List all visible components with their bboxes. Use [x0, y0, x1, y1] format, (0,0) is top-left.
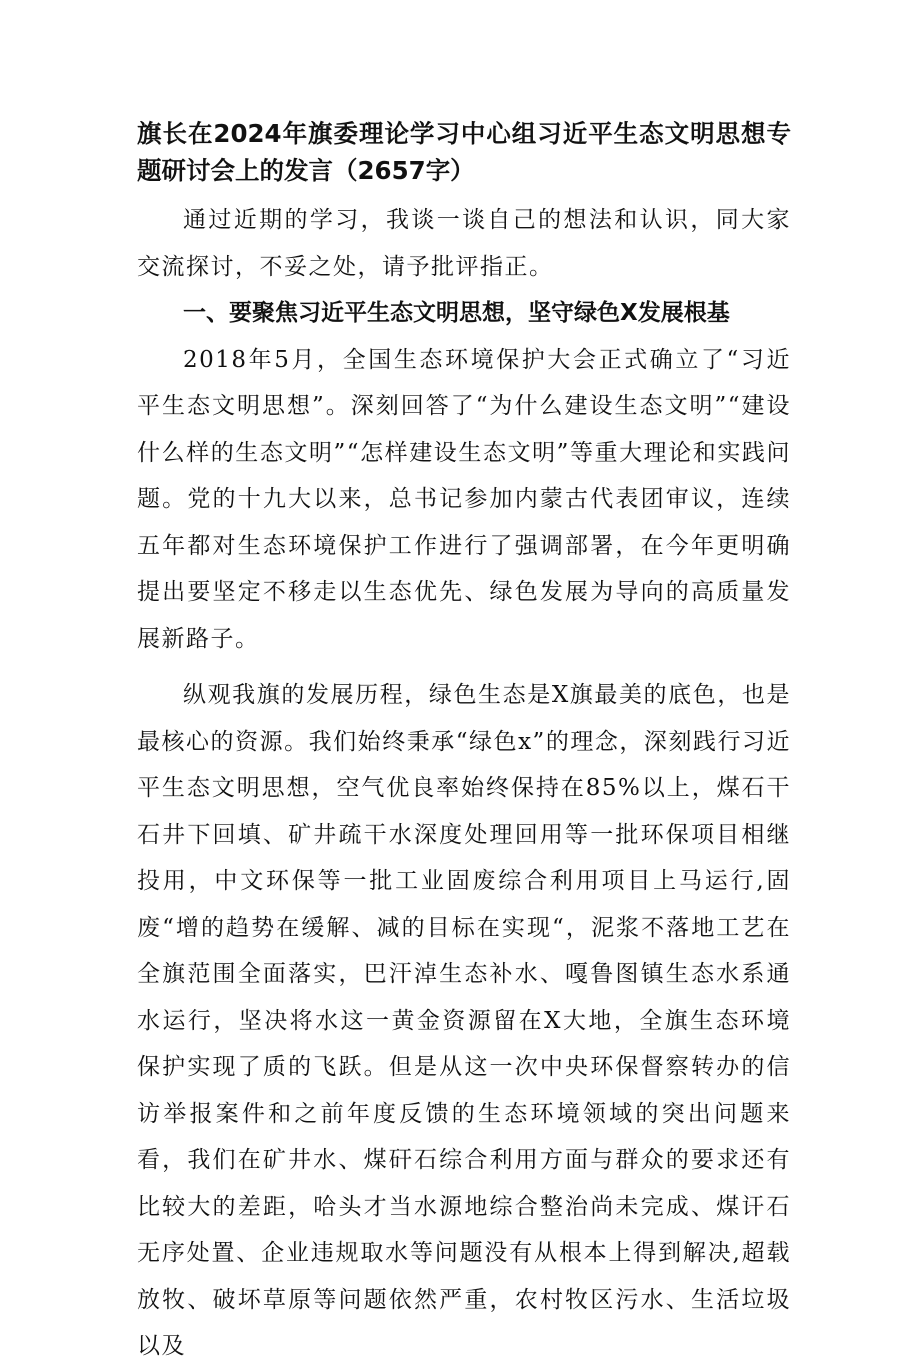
section-heading: 一、要聚焦习近平生态文明思想，坚守绿色X发展根基	[183, 300, 730, 326]
intro-paragraph: 通过近期的学习，我谈一谈自己的想法和认识，同大家交流探讨，不妥之处，请予批评指正。	[137, 207, 791, 280]
body-paragraph: 2018年5月，全国生态环境保护大会正式确立了“习近平生态文明思想”。深刻回答了“为什么建设生态文明”“建设什么样的生态文明”“怎样建设生态文明”等重大理论和实践问题。党的十九大以来，总书记参加内蒙古代表团审议，连续五年都对生态环境保护工作进行了强调部署，在今年更明确提出要坚定不移走以生态优先、绿色发展为导向的高质量发展新路子。	[137, 346, 791, 652]
document-title: 旗长在2024年旗委理论学习中心组习近平生态文明思想专题研讨会上的发言（2657字）	[137, 119, 791, 185]
body-paragraph: 纵观我旗的发展历程，绿色生态是X旗最美的底色，也是最核心的资源。我们始终秉承“绿色x”的理念，深刻践行习近平生态文明思想，空气优良率始终保持在85%以上，煤石干石井下回填、矿井疏干水深度处理回用等一批环保项目相继投用，中文环保等一批工业固废综合利用项目上马运行,固废“增的趋势在缓解、减的目标在实现“，泥浆不落地工艺在全旗范围全面落实，巴汗淖生态补水、嘎鲁图镇生态水系通水运行，坚决将水这一黄金资源留在X大地，全旗生态环境保护实现了质的飞跃。但是从这一次中央环保督察转办的信访举报案件和之前年度反馈的生态环境领域的突出问题来看，我们在矿井水、煤矸石综合利用方面与群众的要求还有比较大的差距，哈头才当水源地综合整治尚未完成、煤讦石无序处置、企业违规取水等问题没有从根本上得到解决,超载放牧、破坏草原等问题依然严重，农村牧区污水、生活垃圾以及	[137, 682, 791, 1359]
document-body	[137, 115, 791, 1370]
